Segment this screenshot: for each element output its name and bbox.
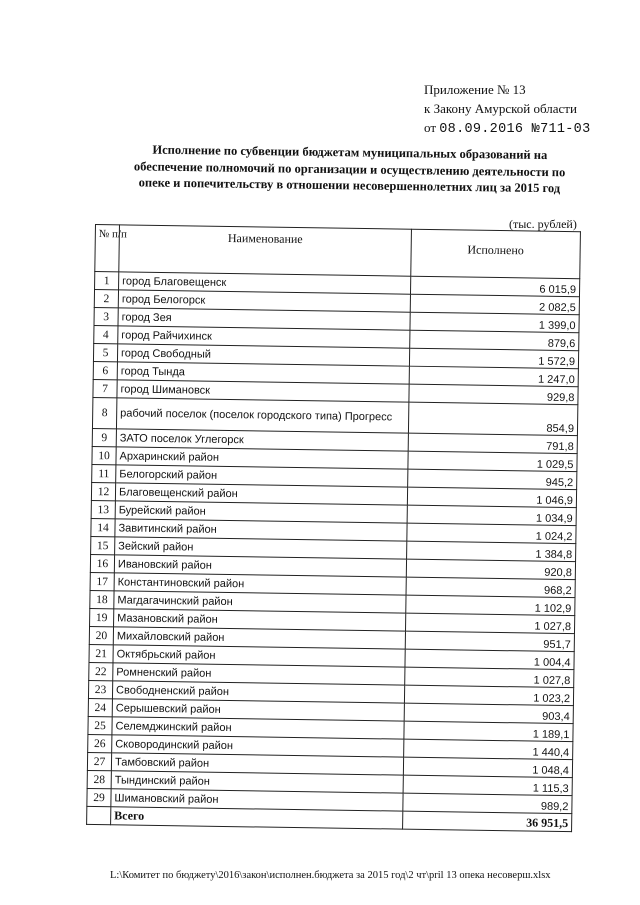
row-value: 1 247,0 <box>409 366 578 387</box>
row-name: Благовещенский район <box>115 483 407 505</box>
row-name: Серышевский район <box>112 699 404 721</box>
row-value: 1 440,4 <box>404 739 573 760</box>
row-number: 28 <box>87 770 111 788</box>
row-number: 18 <box>90 590 114 608</box>
row-value: 1 046,9 <box>407 487 576 508</box>
row-value: 1 115,3 <box>403 775 572 796</box>
row-name: Завитинский район <box>115 519 407 541</box>
row-value: 968,2 <box>406 577 575 598</box>
row-name: город Благовещенск <box>119 272 411 294</box>
row-number: 1 <box>95 272 119 290</box>
row-number: 14 <box>91 518 115 536</box>
row-value: 1 027,8 <box>405 613 574 634</box>
table-header-row <box>95 225 581 279</box>
file-path-footer: L:\Комитет по бюджету\2016\закон\исполнен.бюджета за 2015 год\2 чт\pril 13 опека несоверш.xlsx <box>110 870 551 881</box>
row-number: 4 <box>94 325 118 343</box>
row-number: 12 <box>91 482 115 500</box>
row-name: город Зея <box>118 308 410 330</box>
appendix-block <box>424 80 591 139</box>
row-value: 2 082,5 <box>410 294 579 315</box>
row-value: 903,4 <box>404 703 573 724</box>
row-value: 945,2 <box>408 469 577 490</box>
row-value: 1 024,2 <box>407 523 576 544</box>
row-number: 21 <box>89 644 113 662</box>
title-line-2: обеспечение полномочий по организации и осуществлению деятельности по <box>133 158 566 179</box>
row-value: 1 102,9 <box>406 595 575 616</box>
row-value: 1 384,8 <box>407 541 576 562</box>
row-number: 9 <box>92 428 116 446</box>
row-name: Константиновский район <box>114 573 406 595</box>
row-number: 22 <box>89 662 113 680</box>
row-name: город Белогорск <box>118 290 410 312</box>
row-value: 791,8 <box>408 433 577 454</box>
execution-table-wrapper <box>86 224 581 832</box>
row-name: Ивановский район <box>114 555 406 577</box>
row-name: город Тында <box>117 362 409 384</box>
row-value: 6 015,9 <box>410 276 579 297</box>
row-name: Шимановский район <box>111 789 403 811</box>
header-number: № п/п <box>95 225 120 272</box>
row-name: Бурейский район <box>115 501 407 523</box>
appendix-law: к Закону Амурской области <box>424 101 577 116</box>
execution-table <box>86 224 581 832</box>
row-number: 29 <box>87 788 111 806</box>
row-number: 20 <box>89 626 113 644</box>
row-name: Михайловский район <box>113 627 405 649</box>
row-value: 1 572,9 <box>409 348 578 369</box>
row-name: Зейский район <box>115 537 407 559</box>
total-value: 36 951,5 <box>403 811 572 832</box>
row-value: 951,7 <box>405 631 574 652</box>
row-number: 15 <box>91 536 115 554</box>
row-value: 1 034,9 <box>407 505 576 526</box>
row-number: 16 <box>90 554 114 572</box>
row-name: Белогорский район <box>116 465 408 487</box>
title-line-3: опеке и попечительству в отношении несовершеннолетних лиц за 2015 год <box>138 175 561 196</box>
row-name: Сковородинский район <box>112 735 404 757</box>
row-value: 1 399,0 <box>410 312 579 333</box>
row-name: Свободненский район <box>112 681 404 703</box>
row-value: 929,8 <box>409 384 578 405</box>
row-number: 3 <box>94 307 118 325</box>
row-number: 10 <box>92 446 116 464</box>
row-name: Архаринский район <box>116 447 408 469</box>
row-number: 26 <box>88 734 112 752</box>
row-number: 27 <box>87 752 111 770</box>
row-name: Селемджинский район <box>112 717 404 739</box>
row-value: 1 023,2 <box>404 685 573 706</box>
row-number: 7 <box>93 379 117 397</box>
row-value: 920,8 <box>406 559 575 580</box>
row-number: 6 <box>93 361 117 379</box>
row-name: ЗАТО поселок Углегорск <box>116 429 408 451</box>
row-number: 13 <box>91 500 115 518</box>
document-title <box>109 141 590 197</box>
row-name: рабочий поселок (поселок городского типа) Прогресс <box>116 398 408 433</box>
row-value: 879,6 <box>410 330 579 351</box>
row-name: Тындинский район <box>111 771 403 793</box>
appendix-number: Приложение № 13 <box>424 82 526 97</box>
row-value: 1 004,4 <box>405 649 574 670</box>
row-name: Октябрьский район <box>113 645 405 667</box>
row-name: Мазановский район <box>114 609 406 631</box>
row-name: Магдагачинский район <box>114 591 406 613</box>
row-value: 989,2 <box>403 793 572 814</box>
appendix-date-line <box>424 118 591 139</box>
header-name: Наименование <box>119 225 412 276</box>
row-number: 17 <box>90 572 114 590</box>
row-number: 8 <box>92 397 116 428</box>
row-value: 1 048,4 <box>403 757 572 778</box>
appendix-date: 08.09.2016 №711-03 <box>439 122 591 137</box>
units-label: (тыс. рублей) <box>509 217 577 231</box>
total-label: Всего <box>111 807 403 829</box>
row-name: город Шимановск <box>117 380 409 402</box>
table-body <box>87 272 580 832</box>
row-name: Ромненский район <box>113 663 405 685</box>
row-name: Тамбовский район <box>111 753 403 775</box>
row-number: 19 <box>90 608 114 626</box>
row-value: 1 189,1 <box>404 721 573 742</box>
row-number: 5 <box>93 343 117 361</box>
row-number: 25 <box>88 716 112 734</box>
row-value: 854,9 <box>408 402 577 436</box>
appendix-date-prefix: от <box>424 120 440 135</box>
title-line-1: Исполнение по субвенции бюджетам муниципальных образований на <box>152 142 548 163</box>
row-value: 1 027,8 <box>405 667 574 688</box>
row-name: город Райчихинск <box>118 326 410 348</box>
header-executed: Исполнено <box>411 229 581 279</box>
row-number: 23 <box>88 680 112 698</box>
row-value: 1 029,5 <box>408 451 577 472</box>
row-number: 24 <box>88 698 112 716</box>
row-number: 11 <box>92 464 116 482</box>
row-number: 2 <box>94 290 118 308</box>
row-name: город Свободный <box>117 344 409 366</box>
total-number-cell <box>87 806 111 824</box>
